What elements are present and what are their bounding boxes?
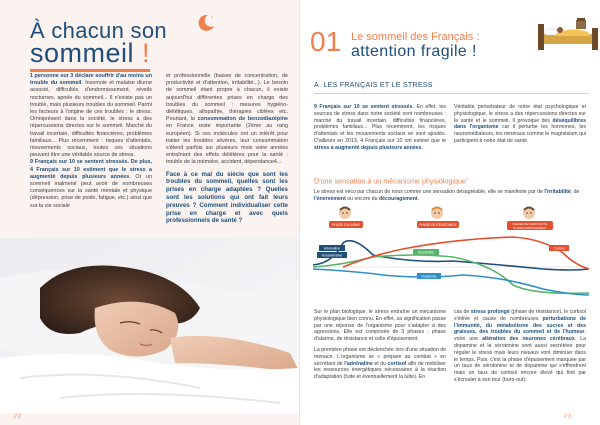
right-column-2: [454, 104, 586, 145]
right-p2-rest: car il perturbe les hormones, les neuromédiateurs, les minéraux comme le magnésium qui participent à notre état de santé.: [454, 124, 586, 144]
right-bottom-column-1: [314, 309, 446, 381]
left-column-1: [30, 73, 152, 210]
label-cortisol: Cortisol: [553, 246, 565, 251]
right-p1-bold2: stress a augmenté depuis plusieurs années: [314, 144, 422, 151]
label-serotonin: Sérotonine: [418, 250, 434, 255]
phase-exhaustion-label-2: PHASE D'ÉPUISEMENT: [513, 226, 547, 230]
left-paragraph-2: [30, 159, 152, 209]
moon-icon: [196, 13, 216, 33]
left-paragraph-3: [166, 73, 288, 167]
subsection-heading: D'une sensation à un mécanisme physiologique$^1$: [314, 176, 469, 186]
right-p2-bold: déséquilibres dans l'organisme: [454, 117, 586, 131]
intro-text: Le stress est vécu par chacun de nous comme une sensation désagréable, elle se manifeste par de l'irritabilité, de l'énervement ou encore du découragement.: [314, 189, 580, 202]
left-p1-text: . Insomnie et malaise diurne associé, difficultés d'endormissement, réveils nocturnes, apnée du sommeil... Il n'existe pas un trouble, mais plusieurs troubles du sommeil. Parmi les facteurs à l'origine de ces troubles : le stress. Omniprésent dans la société, le stress a des répercussions directes sur le sommeil. Marché du travail incertain, difficultés financières, problèmes familiaux... Plus récemment : risques d'attentats, mouvements sociaux, toutes ces situations peuvent être une véritable source de stress.: [30, 80, 153, 159]
label-noradrenaline: Noradrénaline: [321, 253, 343, 258]
right-p1-text: . En effet, les sources de stress dans notre société sont nombreuses : marché du travail incertain, difficultés financières, problèmes familiaux... Plus récemment, les risques d'attentats et les mouvements sociaux se sont ajoutés. D'ailleurs en 2013, 4 Français sur 10 ont estimé que le: [314, 104, 446, 144]
bed-illustration: [536, 16, 600, 54]
right-column-1: 9 Français sur 10 se sentent stressés. En effet, les sources de stress dans notre société sont nombreuses : marché du travail incertain, difficultés financières, problèmes familiaux... Plus récemment, les risques d'attentats et les mouvements sociaux se sont ajoutés. D'ailleurs en 2013, 4 Français sur 10 ont estimé que le stress a augmenté depuis plusieurs années.: [314, 104, 446, 151]
label-dopamine: Dopamine: [421, 274, 437, 279]
left-p3-rest: en France reste importante (2ème au rang européen). Si ces molécules ont un intérêt pour traiter les troubles sévères, leur consommation s'étend parfois sur plusieurs mois voire années entraînant des effets délétères pour la santé : trouble de la mémoire, accident, dépendance4...: [166, 123, 288, 166]
phase-resistance-label: PHASE DE RÉSISTANCE: [419, 223, 457, 227]
tense-face-icon: [431, 207, 443, 219]
left-question: Face à ce mal du siècle que sont les troubles du sommeil, quelles sont les prises en charge adaptées ? Quelles sont les solutions qui ont fait leurs preuves ? Comment individualiser cette prise en charge et avec quels professionnels de santé ?: [166, 170, 288, 225]
left-p2-text: . Or un sommeil malmené peut avoir de nombreuses conséquences sur la santé mentale et physique (dépression, prise de poids, fatigue, etc.) ainsi que sur la vie sociale: [30, 173, 152, 209]
page-number-left: // 2: [14, 414, 21, 420]
sleeping-woman-photo: [0, 238, 300, 413]
section-heading: A. LES FRANÇAIS ET LE STRESS: [314, 82, 433, 89]
cortisol-curve: [343, 237, 589, 269]
right-p1-bold: 9 Français sur 10 se sentent stressés: [314, 104, 413, 110]
phase-alarm-label: PHASE D'ALARME: [332, 223, 360, 227]
label-adrenaline: Adrénaline: [324, 246, 340, 251]
right-p2-text: Véritable perturbateur de notre état psychologique et physiologique, le stress a des répercussions directes sur la santé et le sommeil. Il provoque des: [454, 104, 586, 124]
page-title-line2: [30, 38, 150, 72]
page-title-line1: À chacun son: [30, 18, 167, 43]
left-p2-bold: 9 Français sur 10 se sentent stressés. De plus, 4 Français sur 10 estiment que le stress a augmenté depuis plusieurs années: [30, 159, 152, 180]
left-paragraph-1: [30, 73, 152, 159]
exhausted-face-icon: [523, 207, 535, 219]
right-bottom-column-2: cas de stress prolongé (phase de résistance), le cortisol s'élève et cause de nombreuses perturbations de l'immunité, du métabolisme des sucres et des graisses, des troubles du sommeil et de l'humeur, voire une altération des neurones cérébraux. La dopamine et la sérotonine sont aussi secrétées pour réguler le stress mais leurs niveaux vont diminuer dans le temps. Puis, c'est la phase d'épuisement marquée par un taux de sérotonine et de dopamine qui s'effondrent mais un taux de cortisol encore élevé qui finit par s'écrouler à son tour (burn-out).: [454, 309, 587, 383]
page-title-word: sommeil: [30, 38, 135, 68]
stress-phases-diagram: [313, 205, 589, 301]
dopamine-curve: [313, 269, 589, 295]
phase-exhaustion-label: PHASE DE CHRONICITÉ: [512, 222, 548, 226]
section-divider: [314, 93, 589, 94]
left-p3-bold: consommation de benzodiazépine: [197, 116, 288, 123]
left-p3-text: et professionnelle (baisse de concentration, de productivité et d'attention, irritabilité...). Le besoin de sommeil étant propre à chacun, il existe aujourd'hui différentes prises en charge des troubles du sommeil : mesures hygiéno-diététiques, allopathie, thérapies ciblées etc. Pourtant, la: [166, 73, 288, 123]
title-exclamation: !: [142, 38, 151, 68]
chapter-title-line1: Le sommeil des Français :: [351, 31, 480, 43]
calm-face-icon: [339, 207, 351, 219]
chapter-number: 01: [310, 26, 342, 57]
page-number-right: // 3: [564, 414, 571, 420]
left-column-2: [166, 73, 288, 225]
right-bottom-p2: La première phase est déclenchée lors d'une situation de menace. L'organisme se « prépare au combat » en sécrétant de l'adrénaline et du cortisol afin de mobiliser les ressources énergétiques nécessaires à la réaction d'adaptation (fuite et éventuellement la lutte). En: [314, 346, 446, 381]
left-p1-bold: 1 personne sur 3 déclare souffrir d'au moins un trouble du sommeil: [30, 73, 152, 87]
right-bottom-p1: Sur le plan biologique, le stress entraîne un mécanisme physiologique bien connu. En effet, sa signification passe par une réponse de l'organisme pour s'adapter à des agressions. Elle est composée de 3 phases : phase d'alarme, de résistance et celle d'épuisement.: [314, 309, 446, 343]
chapter-title-line2: attention fragile !: [351, 43, 477, 60]
